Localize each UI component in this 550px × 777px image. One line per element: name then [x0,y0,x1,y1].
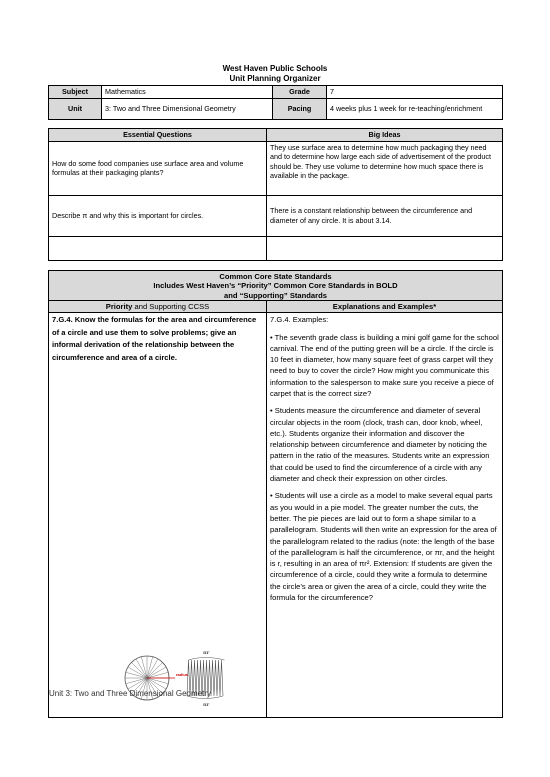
big-ideas-header: Big Ideas [267,129,503,142]
standard-cell [49,313,267,718]
example-1: • The seventh grade class is building a mini golf game for the school carnival. The end of the putting green will be a circle. If the circle is 10 feet in diameter, how many square feet of grass carpet will they need to buy to cover the circle? How might you communicate this information to the salesperson to make sure you receive a piece of carpet that is the correct size? [270,332,499,398]
example-2: • Students measure the circumference and diameter of several circular objects in the room (clock, trash can, door knob, wheel, etc.). Students organize their information and discover the relationship between circumference and diameter by noticing the pattern in the ratio of the measures. Students write an expression that could be used to find the circumference of a circle with any diameter and check their expression on other circles. [270,406,490,484]
standards-title-line3: and “Supporting” Standards [224,290,327,300]
questions-table [48,128,503,261]
essential-questions-header: Essential Questions [49,129,267,142]
standards-title-line2: Includes West Haven’s “Priority” Common Core Standards in BOLD [153,281,398,291]
grade-value: 7 [327,86,503,99]
info-table [48,85,503,120]
example-3: • Students will use a circle as a model to make several equal parts as you would in a pie model. The greater number the cuts, the better. The pie pieces are laid out to form a shape similar to a parallelogram. Students will then write an expression for the area of the parallelogram related to the radius (note: the length of the base of the parallelogram is half the circumference, or πr, and the height is r, resulting in an area of πr². Extension: If students are given the circumference of a circle, could they write a formula to determine the circle’s area or given the area of a circle, could they write the formula for the circumference? [270,491,497,603]
standards-title [49,271,503,301]
pacing-value: 4 weeks plus 1 week for re-teaching/enrichment [327,98,503,119]
supporting-ccss-text: and Supporting CCSS [134,302,210,312]
examples-heading: 7.G.4. Examples: [270,315,329,325]
fig-radius-label: radius [176,672,189,678]
big-idea-cell: There is a constant relationship between the circumference and diameter of any circle. It is about 3.14. [267,195,503,236]
document-title: Unit Planning Organizer [229,74,321,83]
priority-word: Priority [105,302,133,312]
subject-value: Mathematics [102,86,273,99]
school-name: West Haven Public Schools [222,64,328,73]
question-cell: How do some food companies use surface area and volume formulas at their packaging plants? [49,141,267,195]
examples-cell [267,313,503,718]
unit-label: Unit [49,98,102,119]
fig-top-label: πr [203,650,210,657]
ccss-header [49,301,267,313]
standards-table [48,270,503,718]
explanations-header: Explanations and Examples* [267,301,503,313]
subject-label: Subject [49,86,102,99]
circle-parallelogram-diagram [117,646,227,708]
fig-bottom-label: πr [203,702,210,709]
question-cell [49,236,267,260]
big-idea-cell [267,236,503,260]
big-idea-cell: They use surface area to determine how much packaging they need and to determine how large each side of advertisement of the product should be. They use volume to determine how much space there is available in the package. [267,141,503,195]
page-footer: Unit 3: Two and Three Dimensional Geometry [49,689,212,698]
standards-title-line1: Common Core State Standards [219,272,332,281]
question-cell: Describe π and why this is important for circles. [49,195,267,236]
grade-label: Grade [273,86,327,99]
unit-value: 3: Two and Three Dimensional Geometry [102,98,273,119]
standard-text: 7.G.4. Know the formulas for the area and circumference of a circle and use them to solve problems; give an informal derivation of the relationship between the circumference and area of a circle. [52,315,257,362]
pacing-label: Pacing [273,98,327,119]
